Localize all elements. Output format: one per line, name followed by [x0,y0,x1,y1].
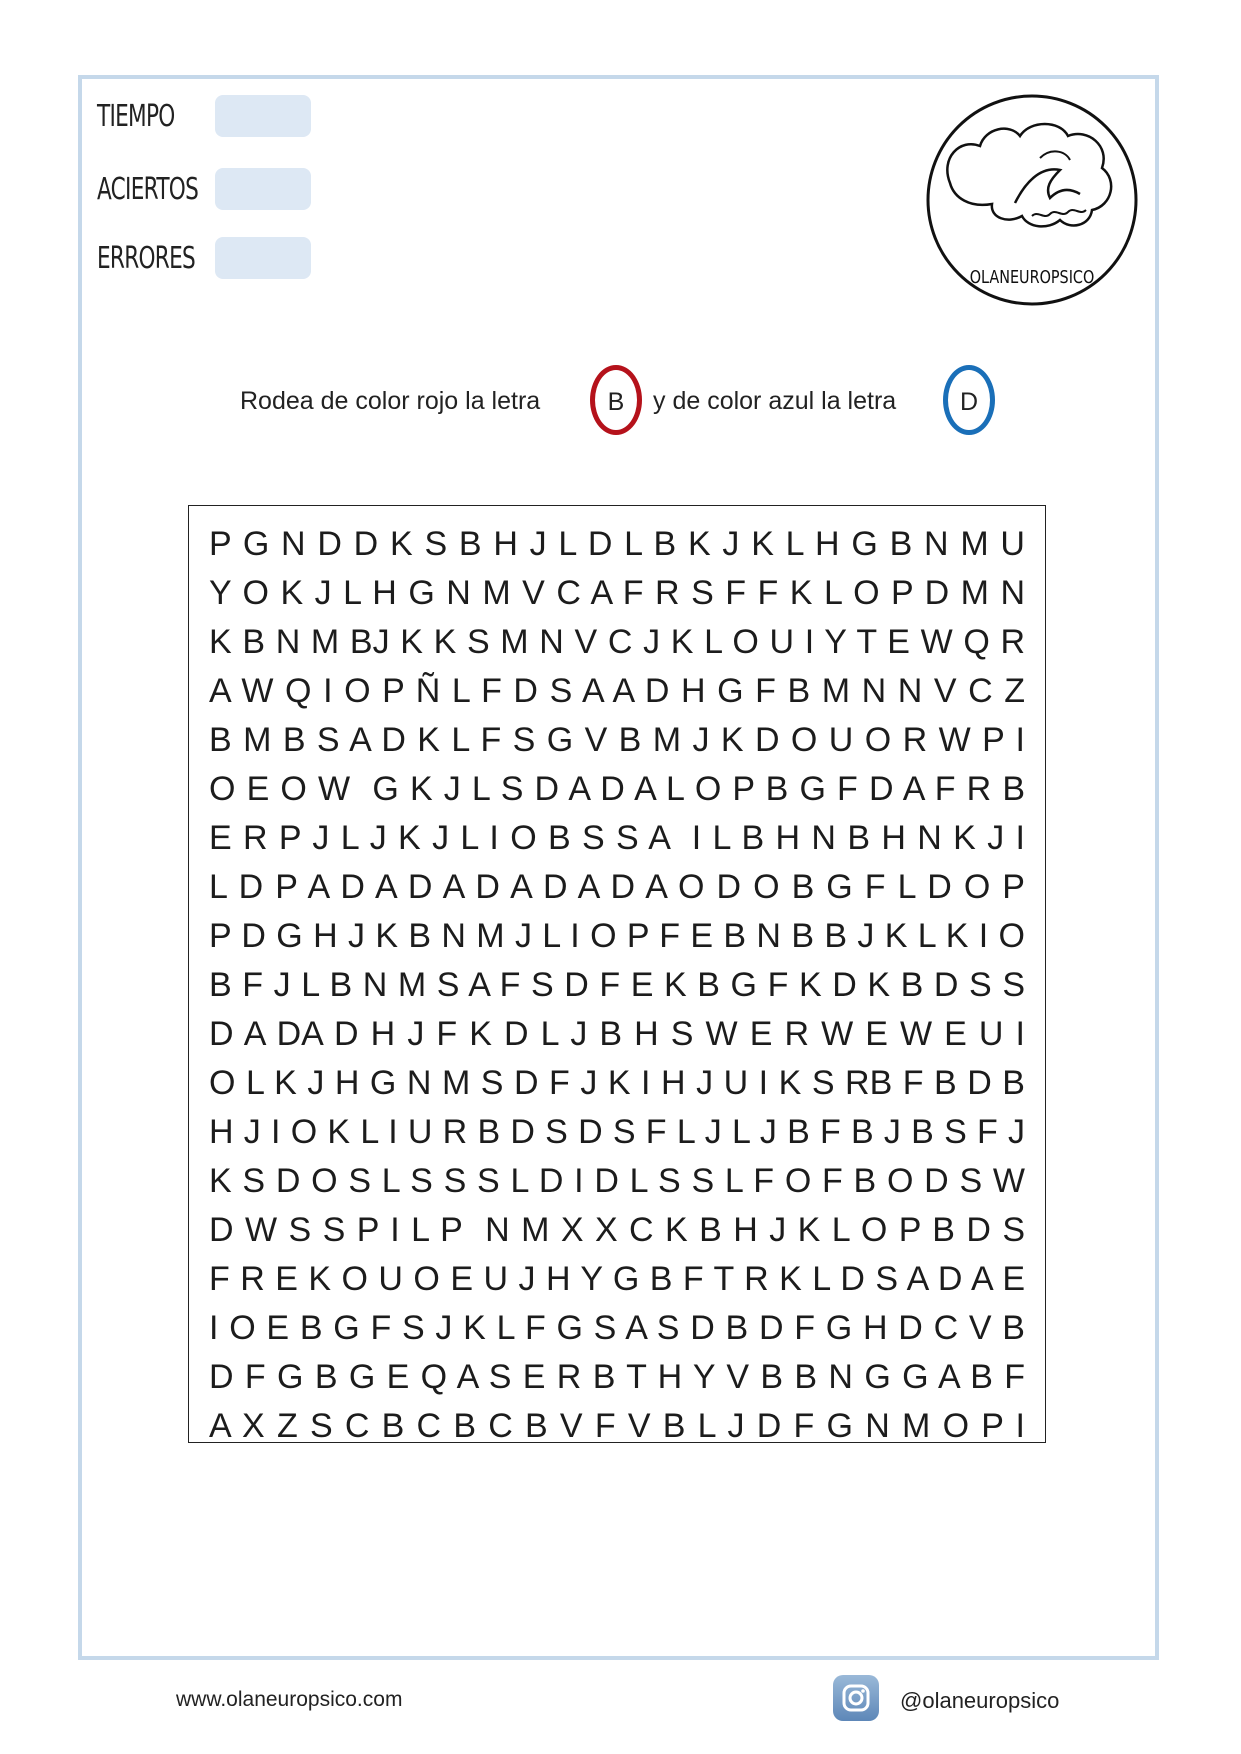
grid-row[interactable]: O L K J H G N M S D F J K I H J U I K S RB F B D B [209,1064,1025,1102]
grid-row[interactable]: A W Q I O P Ñ L F D S A A D H G F B M N N V C Z [209,672,1025,710]
grid-row[interactable]: D F G B G E Q A S E R B T H Y V B B N G G A B F [209,1358,1025,1396]
blue-target-letter: D [943,365,995,435]
grid-row[interactable]: B F J L B N M S A F S D F E K B G F K D K B D S S [209,966,1025,1004]
grid-row[interactable]: D W S S P I L P N M X X C K B H J K L O P B D S [209,1211,1025,1249]
instagram-icon[interactable] [833,1675,879,1721]
grid-row[interactable]: P G N D D K S B H J L D L B K J K L H G B N M U [209,525,1025,563]
grid-row[interactable]: F R E K O U O E U J H Y G B F T R K L D S A D A E [209,1260,1025,1298]
hits-label: ACIERTOS [97,172,199,207]
grid-row[interactable]: K S D O S L S S S L D I D L S S L F O F B O D S W [209,1162,1025,1200]
grid-row[interactable]: B M B S A D K L F S G V B M J K D O U O R W P I [209,721,1025,759]
grid-row[interactable]: H J I O K L I U R B D S D S F L J L J B F B J B S F J [209,1113,1025,1151]
brain-wave-logo-icon [920,88,1150,313]
instruction-part1: Rodea de color rojo la letra [240,387,541,415]
grid-row[interactable]: P D G H J K B N M J L I O P F E B N B B J K L K I O [209,917,1025,955]
website-link[interactable]: www.olaneuropsico.com [176,1688,403,1711]
grid-row[interactable]: O E O W G K J L S D A D A L O P B G F D A F R B [209,770,1025,808]
time-label: TIEMPO [97,99,175,134]
grid-row[interactable]: A X Z S C B C B C B V F V B L J D F G N M O P I [209,1407,1025,1445]
instruction-part2: y de color azul la letra [653,387,897,415]
grid-row[interactable]: I O E B G F S J K L F G S A S D B D F G H D C V B [209,1309,1025,1347]
errors-field[interactable] [215,237,311,279]
grid-row[interactable]: Y O K J L H G N M V C A F R S F F K L O P D M N [209,574,1025,612]
errors-label: ERRORES [97,241,195,276]
grid-row[interactable]: E R P J L J K J L I O B S S A I L B H N B H N K J I [209,819,1025,857]
hits-field[interactable] [215,168,311,210]
logo-text: OLANEUROPSICO [969,266,1095,288]
grid-row[interactable]: L D P A D A D A D A D A D A O D O B G F L D O P [209,868,1025,906]
grid-row[interactable]: K B N M BJ K K S M N V C J K L O U I Y T E W Q R [209,623,1025,661]
red-target-letter: B [590,365,642,435]
instagram-handle[interactable]: @olaneuropsico [900,1688,1060,1713]
letter-grid [188,505,1046,1443]
time-field[interactable] [215,95,311,137]
grid-row[interactable]: D A DA D H J F K D L J B H S W E R W E W E U I [209,1015,1025,1053]
